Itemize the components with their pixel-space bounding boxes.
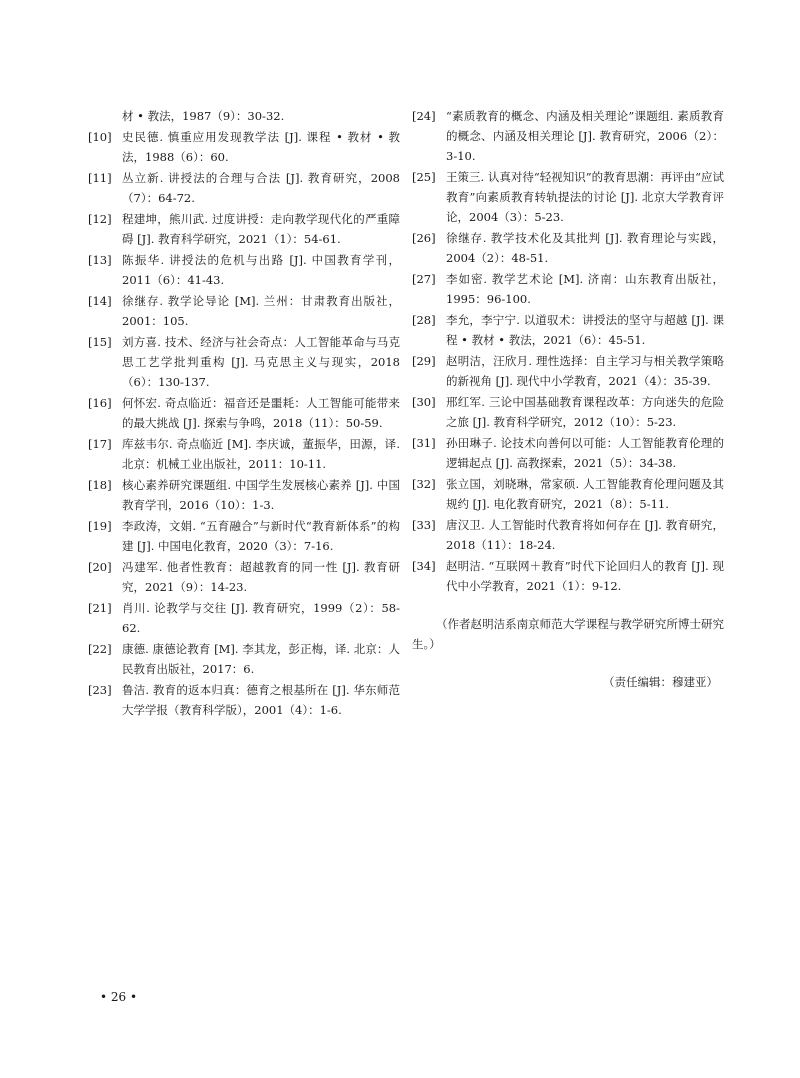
reference-item <box>412 515 724 555</box>
reference-number: [24] <box>412 109 436 123</box>
reference-number: [31] <box>412 436 436 450</box>
reference-item <box>88 639 400 679</box>
reference-text: 邢红军. 三论中国基础教育课程改革：方向迷失的危险之旅 [J]. 教育科学研究，2012（10）：5-23. <box>446 395 724 429</box>
reference-number: [25] <box>412 170 436 184</box>
reference-item <box>88 127 400 167</box>
reference-text: 丛立新. 讲授法的合理与合法 [J]. 教育研究，2008（7）：64-72. <box>122 171 400 205</box>
reference-item <box>88 516 400 556</box>
reference-text: 唐汉卫. 人工智能时代教育将如何存在 [J]. 教育研究，2018（11）：18-24. <box>446 518 724 552</box>
reference-text: 冯建军. 他者性教育：超越教育的同一性 [J]. 教育研究，2021（9）：14-23. <box>122 560 400 594</box>
reference-item <box>88 557 400 597</box>
page-number: • 26 • <box>100 990 138 1004</box>
reference-number: [10] <box>88 130 112 144</box>
reference-number: [12] <box>88 212 112 226</box>
reference-item <box>88 332 400 392</box>
reference-item <box>412 474 724 514</box>
reference-number: [20] <box>88 560 112 574</box>
reference-item <box>88 168 400 208</box>
reference-number: [15] <box>88 335 112 349</box>
reference-number: [27] <box>412 272 436 286</box>
reference-number: [16] <box>88 396 112 410</box>
reference-item <box>88 680 400 720</box>
reference-number: [23] <box>88 683 112 697</box>
reference-text: 何怀宏. 奇点临近：福音还是噩耗：人工智能可能带来的最大挑战 [J]. 探索与争鸣，2018（11）：50-59. <box>122 396 400 430</box>
reference-text: 库兹韦尔. 奇点临近 [M]. 李庆诚，董振华，田源，译. 北京：机械工业出版社，2011：10-11. <box>122 437 400 471</box>
right-reference-list <box>412 106 724 596</box>
reference-number: [11] <box>88 171 112 185</box>
reference-number: [26] <box>412 231 436 245</box>
author-note: （作者赵明洁系南京师范大学课程与教学研究所博士研究生。） <box>412 617 724 651</box>
reference-number: [14] <box>88 294 112 308</box>
reference-number: [18] <box>88 478 112 492</box>
reference-item <box>412 228 724 268</box>
reference-item <box>88 434 400 474</box>
reference-text: 康德. 康德论教育 [M]. 李其龙，彭正梅，译. 北京：人民教育出版社，2017：6. <box>122 642 400 676</box>
reference-item <box>412 310 724 350</box>
reference-item <box>412 392 724 432</box>
reference-text: 李允，李宁宁. 以道驭术：讲授法的坚守与超越 [J]. 课程 • 教材 • 教法，2021（6）：45-51. <box>446 313 724 347</box>
reference-text: 王策三. 认真对待“轻视知识”的教育思潮：再评由“应试教育”向素质教育转轨提法的讨论 [J]. 北京大学教育评论，2004（3）：5-23. <box>446 170 724 224</box>
reference-text: 刘方喜. 技术、经济与社会奇点：人工智能革命与马克思工艺学批判重构 [J]. 马克思主义与现实，2018（6）：130-137. <box>122 335 400 389</box>
reference-number: [30] <box>412 395 436 409</box>
reference-number: [32] <box>412 477 436 491</box>
reference-item <box>88 393 400 433</box>
reference-number: [29] <box>412 354 436 368</box>
reference-text: 陈振华. 讲授法的危机与出路 [J]. 中国教育学刊，2011（6）：41-43. <box>122 253 400 287</box>
reference-number: [21] <box>88 601 112 615</box>
reference-text: 程建坤，熊川武. 过度讲授：走向教学现代化的严重障碍 [J]. 教育科学研究，2021（1）：54-61. <box>122 212 400 246</box>
reference-item <box>412 106 724 166</box>
reference-item <box>412 269 724 309</box>
reference-item <box>412 556 724 596</box>
editor-note: （责任编辑：穆建亚） <box>603 675 718 689</box>
reference-text: 徐继存. 教学论导论 [M]. 兰州：甘肃教育出版社，2001：105. <box>122 294 400 328</box>
reference-text: 赵明洁，汪欣月. 理性选择：自主学习与相关教学策略的新视角 [J]. 现代中小学教育，2021（4）：35-39. <box>446 354 724 388</box>
reference-text: 李如密. 教学艺术论 [M]. 济南：山东教育出版社，1995：96-100. <box>446 272 724 306</box>
reference-text: 李政涛，文娟. “五育融合”与新时代“教育新体系”的构建 [J]. 中国电化教育，2020（3）：7-16. <box>122 519 400 553</box>
reference-item <box>88 291 400 331</box>
reference-number: [17] <box>88 437 112 451</box>
reference-item <box>412 351 724 391</box>
left-column <box>88 106 400 721</box>
reference-number: [22] <box>88 642 112 656</box>
reference-text: “素质教育的概念、内涵及相关理论”课题组. 素质教育的概念、内涵及相关理论 [J]. 教育研究，2006（2）：3-10. <box>446 109 724 163</box>
reference-number: [19] <box>88 519 112 533</box>
reference-number: [33] <box>412 518 436 532</box>
reference-text: 孙田琳子. 论技术向善何以可能：人工智能教育伦理的逻辑起点 [J]. 高教探索，2021（5）：34-38. <box>446 436 724 470</box>
reference-item <box>88 598 400 638</box>
reference-number: [28] <box>412 313 436 327</box>
reference-number: [34] <box>412 559 436 573</box>
reference-item <box>88 475 400 515</box>
reference-number: [13] <box>88 253 112 267</box>
reference-text: 肖川. 论教学与交往 [J]. 教育研究，1999（2）：58-62. <box>122 601 400 635</box>
reference-item <box>88 250 400 290</box>
reference-text: 核心素养研究课题组. 中国学生发展核心素养 [J]. 中国教育学刊，2016（10）：1-3. <box>122 478 400 512</box>
reference-text: 徐继存. 教学技术化及其批判 [J]. 教育理论与实践，2004（2）：48-51. <box>446 231 724 265</box>
reference-text: 张立国，刘晓琳，常家硕. 人工智能教育伦理问题及其规约 [J]. 电化教育研究，2021（8）：5-11. <box>446 477 724 511</box>
reference-item <box>412 433 724 473</box>
reference-item <box>412 167 724 227</box>
reference-item <box>88 106 400 126</box>
reference-text: 材 • 教法，1987（9）：30-32. <box>122 109 285 123</box>
reference-text: 史民德. 慎重应用发现教学法 [J]. 课程 • 教材 • 教法，1988（6）：60. <box>122 130 400 164</box>
reference-text: 鲁洁. 教育的返本归真：德育之根基所在 [J]. 华东师范大学学报（教育科学版），2001（4）：1-6. <box>122 683 400 717</box>
right-column <box>412 106 724 692</box>
reference-text: 赵明洁. “互联网＋教育”时代下论回归人的教育 [J]. 现代中小学教育，2021（1）：9-12. <box>446 559 724 593</box>
reference-item <box>88 209 400 249</box>
